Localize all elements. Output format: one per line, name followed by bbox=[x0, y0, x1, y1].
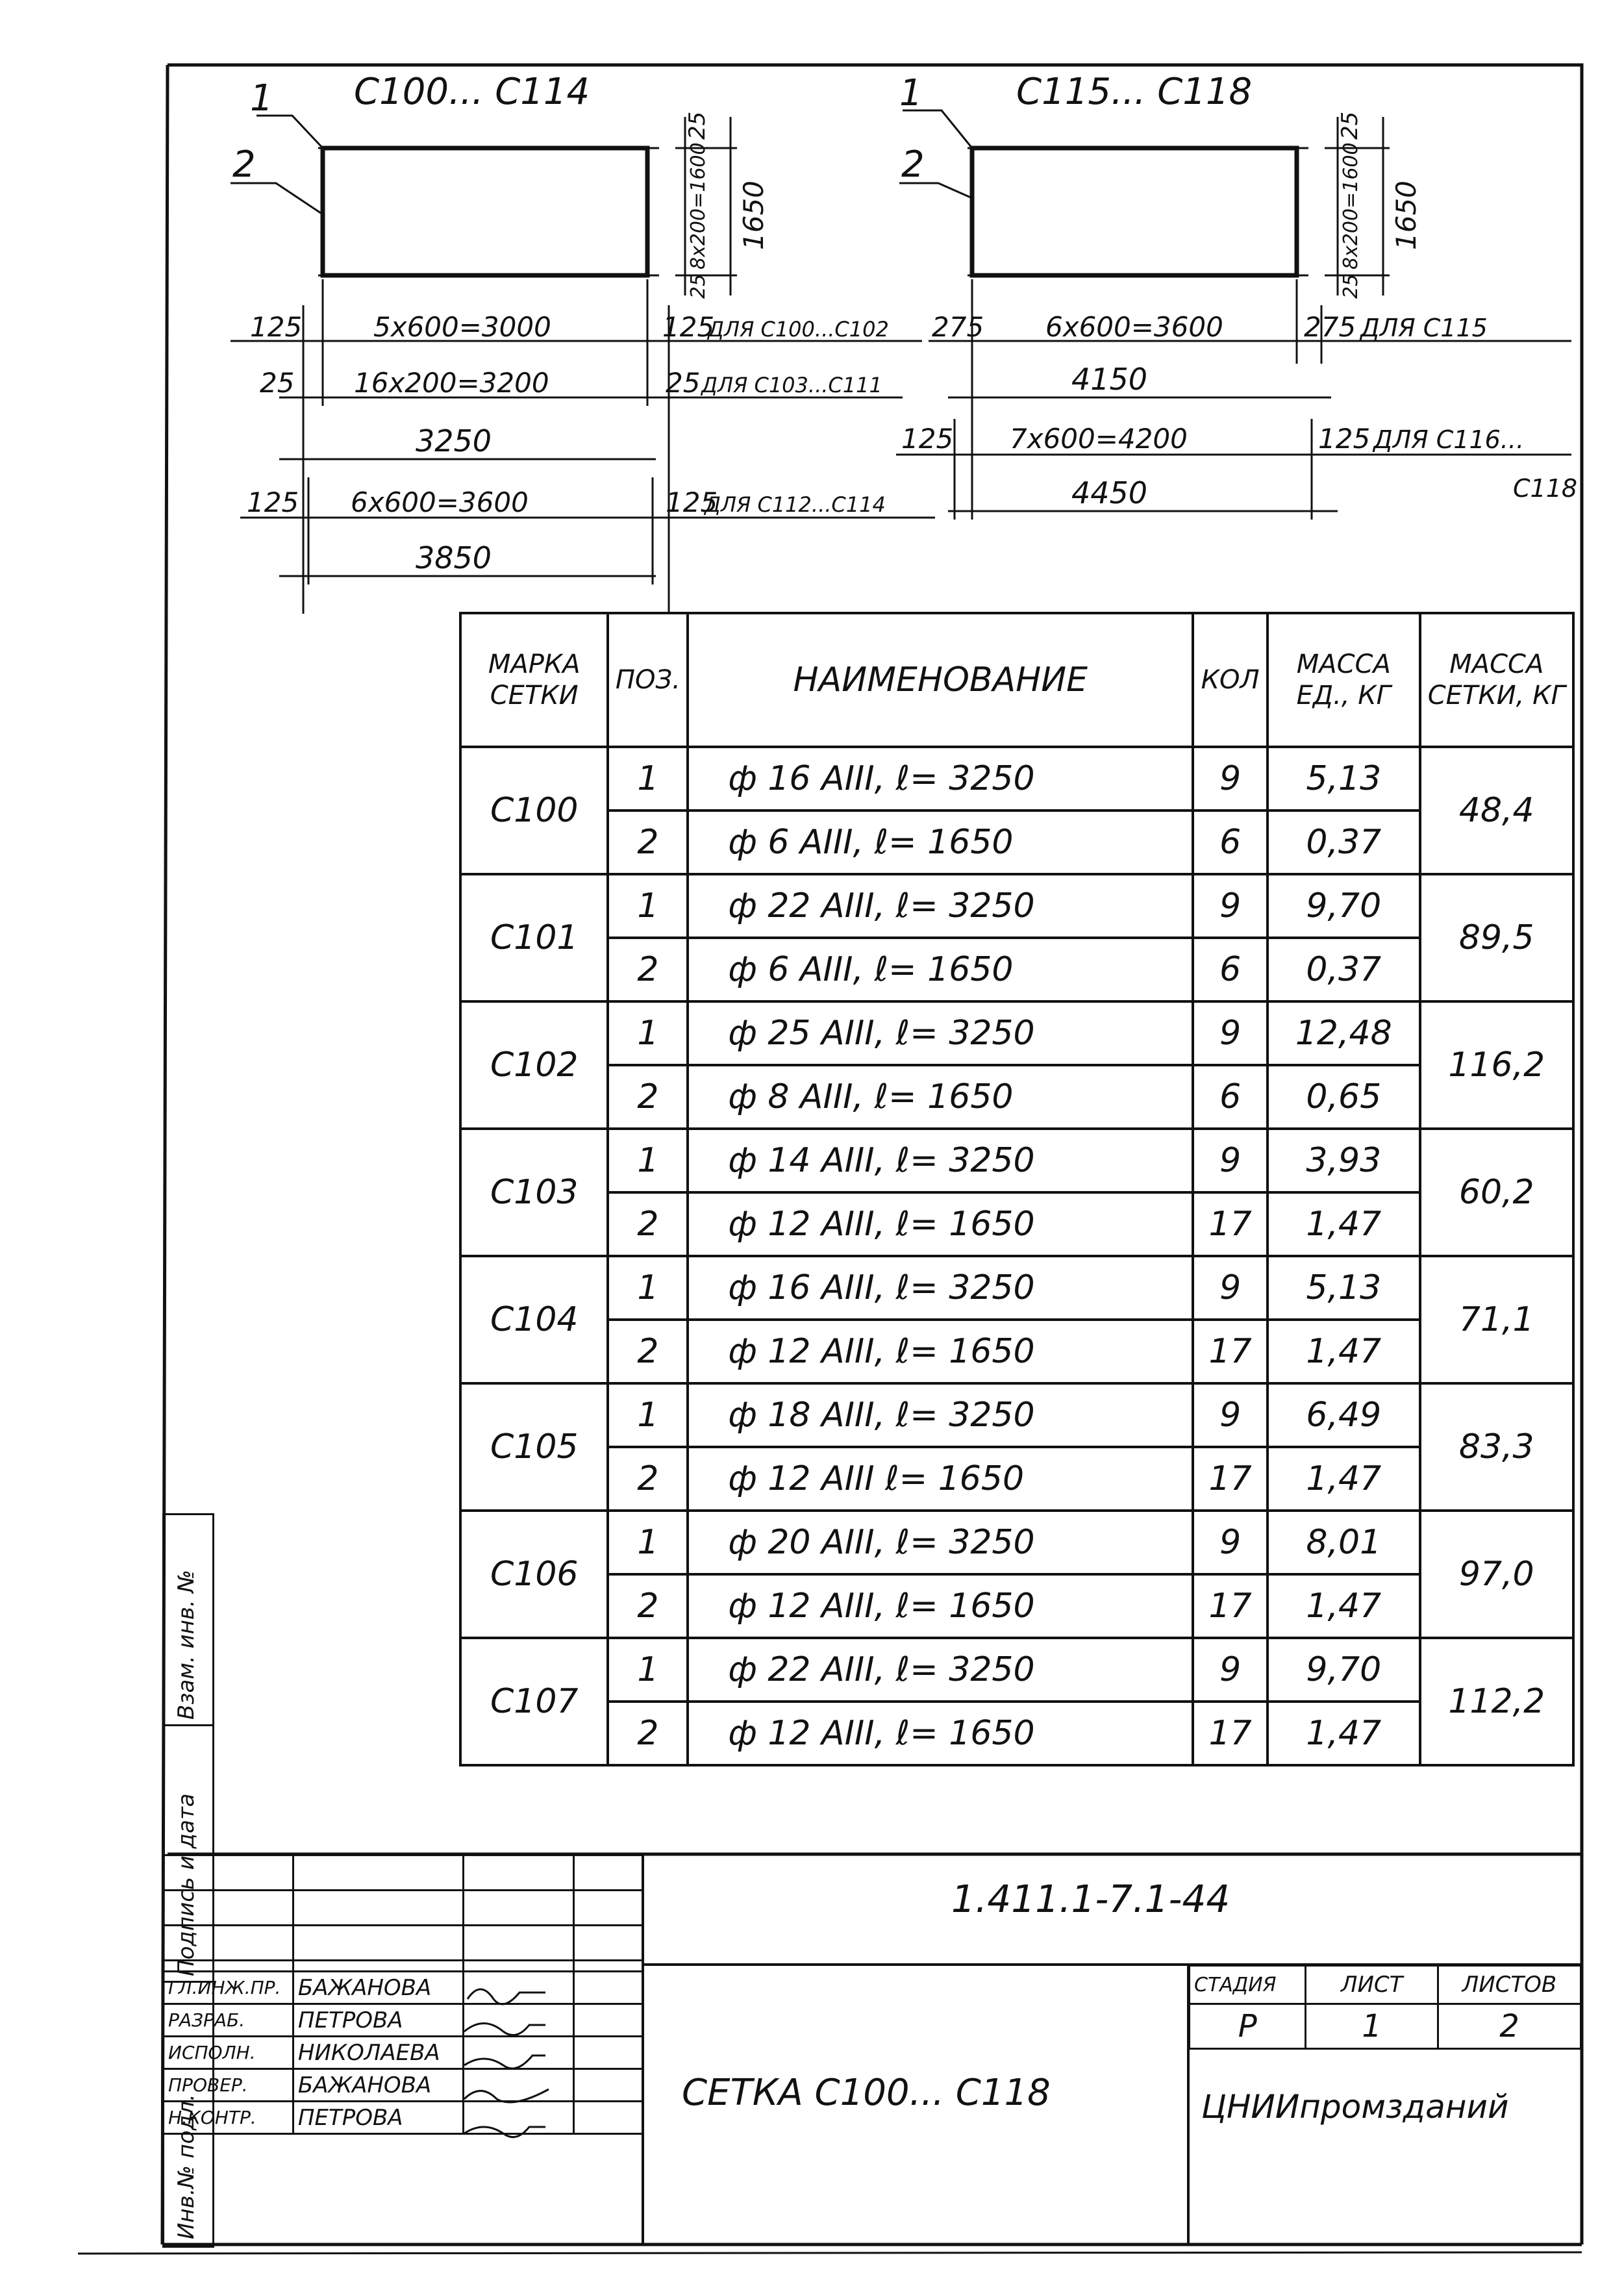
mesh-mark: С102 bbox=[460, 1001, 608, 1129]
mesh-mark: С101 bbox=[460, 874, 608, 1001]
unit-mass: 0,65 bbox=[1268, 1065, 1419, 1129]
position-number: 2 bbox=[608, 1320, 688, 1383]
position-number: 1 bbox=[608, 1256, 688, 1320]
bar-quantity: 6 bbox=[1193, 811, 1268, 874]
signer-row bbox=[164, 2004, 643, 2037]
svg-text:6х600=3600: 6х600=3600 bbox=[1045, 311, 1223, 343]
spec-row bbox=[460, 1702, 1573, 1765]
mesh-mark: С105 bbox=[460, 1383, 608, 1511]
right-callout-2: 2 bbox=[901, 144, 925, 186]
left-mesh-drawing bbox=[231, 116, 935, 614]
svg-text:ДЛЯ С100...С102: ДЛЯ С100...С102 bbox=[708, 317, 889, 342]
right-dim-row-2: 4150 bbox=[1071, 362, 1148, 397]
title-block-blank-row bbox=[164, 1891, 643, 1926]
signer-role: Н.КОНТР. bbox=[164, 2102, 294, 2134]
bar-quantity: 9 bbox=[1193, 1638, 1268, 1702]
stage-value: Р bbox=[1190, 2004, 1306, 2049]
svg-text:4450: 4450 bbox=[1071, 475, 1148, 510]
sheet-title: СЕТКА С100... С118 bbox=[682, 2072, 1051, 2114]
unit-mass: 0,37 bbox=[1268, 938, 1419, 1001]
sheets-value: 2 bbox=[1438, 2004, 1580, 2049]
signer-role: ИСПОЛН. bbox=[164, 2037, 294, 2069]
bar-description: ф 18 АIII, ℓ= 3250 bbox=[688, 1383, 1193, 1447]
spec-row bbox=[460, 1383, 1573, 1447]
bar-quantity: 17 bbox=[1193, 1574, 1268, 1638]
position-number: 1 bbox=[608, 1638, 688, 1702]
signature-cell bbox=[463, 2037, 573, 2069]
position-number: 1 bbox=[608, 1001, 688, 1065]
bar-quantity: 17 bbox=[1193, 1192, 1268, 1256]
bar-quantity: 6 bbox=[1193, 1065, 1268, 1129]
date-cell bbox=[573, 2037, 643, 2069]
right-vdim-top: 25 bbox=[1337, 111, 1363, 140]
left-callout-1: 1 bbox=[250, 77, 273, 119]
side-stamp-inv: Инв.№ подл. bbox=[162, 1981, 214, 2248]
bar-description: ф 25 АIII, ℓ= 3250 bbox=[688, 1001, 1193, 1065]
sheets-label: ЛИСТОВ bbox=[1438, 1966, 1580, 2004]
unit-mass: 9,70 bbox=[1268, 1638, 1419, 1702]
bar-quantity: 17 bbox=[1193, 1702, 1268, 1765]
position-number: 2 bbox=[608, 938, 688, 1001]
unit-mass: 3,93 bbox=[1268, 1129, 1419, 1192]
signature-cell bbox=[463, 2102, 573, 2134]
signer-name: НИКОЛАЕВА bbox=[293, 2037, 463, 2069]
mesh-mass: 112,2 bbox=[1420, 1638, 1573, 1765]
svg-text:5х600=3000: 5х600=3000 bbox=[373, 311, 551, 343]
svg-text:ДЛЯ С115: ДЛЯ С115 bbox=[1360, 314, 1488, 342]
signer-row bbox=[164, 2069, 643, 2102]
bar-description: ф 16 АIII, ℓ= 3250 bbox=[688, 1256, 1193, 1320]
svg-text:ДЛЯ С103...С111: ДЛЯ С103...С111 bbox=[701, 373, 882, 397]
left-vdim-inner: 8x200=1600 bbox=[687, 142, 710, 270]
mesh-mark: С107 bbox=[460, 1638, 608, 1765]
stage-table bbox=[1188, 1965, 1582, 2050]
svg-text:275: 275 bbox=[1304, 311, 1356, 343]
bar-quantity: 9 bbox=[1193, 874, 1268, 938]
signer-name: БАЖАНОВА bbox=[293, 1972, 463, 2004]
position-number: 1 bbox=[608, 1129, 688, 1192]
bar-description: ф 16 АIII, ℓ= 3250 bbox=[688, 747, 1193, 811]
bar-description: ф 22 АIII, ℓ= 3250 bbox=[688, 874, 1193, 938]
bar-quantity: 9 bbox=[1193, 1511, 1268, 1574]
unit-mass: 9,70 bbox=[1268, 874, 1419, 938]
unit-mass: 12,48 bbox=[1268, 1001, 1419, 1065]
bar-description: ф 12 АIII ℓ= 1650 bbox=[688, 1447, 1193, 1511]
date-cell bbox=[573, 1972, 643, 2004]
position-number: 2 bbox=[608, 1702, 688, 1765]
bar-quantity: 9 bbox=[1193, 1001, 1268, 1065]
bar-quantity: 9 bbox=[1193, 1256, 1268, 1320]
svg-text:16х200=3200: 16х200=3200 bbox=[354, 367, 549, 399]
organization: ЦНИИпромзданий bbox=[1201, 2088, 1509, 2126]
mesh-mass: 48,4 bbox=[1420, 747, 1573, 874]
spec-row bbox=[460, 747, 1573, 811]
left-vdim-top: 25 bbox=[684, 111, 710, 140]
position-number: 1 bbox=[608, 747, 688, 811]
sheet-value: 1 bbox=[1306, 2004, 1438, 2049]
mesh-mass: 97,0 bbox=[1420, 1511, 1573, 1638]
right-vdim-total: 1650 bbox=[1390, 181, 1422, 250]
date-cell bbox=[573, 2069, 643, 2102]
svg-text:275: 275 bbox=[932, 311, 984, 343]
header-mesh-mass: МАССА СЕТКИ, КГ bbox=[1420, 613, 1573, 747]
bar-description: ф 12 АIII, ℓ= 1650 bbox=[688, 1702, 1193, 1765]
stage-label: СТАДИЯ bbox=[1190, 1966, 1306, 2004]
unit-mass: 6,49 bbox=[1268, 1383, 1419, 1447]
mesh-mass: 60,2 bbox=[1420, 1129, 1573, 1256]
svg-text:125: 125 bbox=[1318, 423, 1371, 455]
signer-name: БАЖАНОВА bbox=[293, 2069, 463, 2102]
left-vdim-bottom: 25 bbox=[687, 273, 710, 299]
bar-quantity: 17 bbox=[1193, 1320, 1268, 1383]
unit-mass: 5,13 bbox=[1268, 1256, 1419, 1320]
bar-quantity: 6 bbox=[1193, 938, 1268, 1001]
doc-code: 1.411.1-7.1-44 bbox=[951, 1877, 1230, 1921]
left-dim-row-4 bbox=[247, 486, 886, 518]
mesh-mark: С100 bbox=[460, 747, 608, 874]
spec-row bbox=[460, 1065, 1573, 1129]
bar-description: ф 12 АIII, ℓ= 1650 bbox=[688, 1320, 1193, 1383]
title-block-spacer bbox=[164, 1961, 643, 1972]
svg-text:С118: С118 bbox=[1513, 474, 1578, 503]
bar-description: ф 6 АIII, ℓ= 1650 bbox=[688, 938, 1193, 1001]
svg-text:125: 125 bbox=[901, 423, 954, 455]
unit-mass: 5,13 bbox=[1268, 747, 1419, 811]
header-unit-mass: МАССА ЕД., КГ bbox=[1268, 613, 1419, 747]
header-mark: МАРКА СЕТКИ bbox=[460, 613, 608, 747]
bar-description: ф 12 АIII, ℓ= 1650 bbox=[688, 1192, 1193, 1256]
signature-cell bbox=[463, 2069, 573, 2102]
right-dim-row-3 bbox=[901, 423, 1524, 455]
side-stamp-sign: Подпись и дата bbox=[162, 1724, 214, 1983]
mesh-mass: 116,2 bbox=[1420, 1001, 1573, 1129]
frame-bottom-outer bbox=[78, 2252, 1582, 2254]
bar-description: ф 20 АIII, ℓ= 3250 bbox=[688, 1511, 1193, 1574]
header-pos: ПОЗ. bbox=[608, 613, 688, 747]
mesh-mark: С106 bbox=[460, 1511, 608, 1638]
sheet-label: ЛИСТ bbox=[1306, 1966, 1438, 2004]
signer-role: ГЛ.ИНЖ.ПР. bbox=[164, 1972, 294, 2004]
signer-row bbox=[164, 1972, 643, 2004]
spec-row bbox=[460, 1129, 1573, 1192]
signer-name: ПЕТРОВА bbox=[293, 2004, 463, 2037]
bar-description: ф 6 АIII, ℓ= 1650 bbox=[688, 811, 1193, 874]
svg-text:125: 125 bbox=[662, 311, 715, 343]
signature-cell bbox=[463, 2004, 573, 2037]
mesh-mass: 89,5 bbox=[1420, 874, 1573, 1001]
signer-name: ПЕТРОВА bbox=[293, 2102, 463, 2134]
svg-text:ДЛЯ С112...С114: ДЛЯ С112...С114 bbox=[705, 492, 886, 517]
position-number: 2 bbox=[608, 811, 688, 874]
position-number: 2 bbox=[608, 1574, 688, 1638]
side-stamp-replace: Взам. инв. № bbox=[162, 1513, 214, 1726]
right-title: С115... С118 bbox=[1016, 71, 1253, 113]
svg-text:125: 125 bbox=[666, 486, 718, 518]
unit-mass: 0,37 bbox=[1268, 811, 1419, 874]
unit-mass: 1,47 bbox=[1268, 1320, 1419, 1383]
unit-mass: 1,47 bbox=[1268, 1192, 1419, 1256]
position-number: 1 bbox=[608, 874, 688, 938]
bar-quantity: 9 bbox=[1193, 747, 1268, 811]
position-number: 1 bbox=[608, 1383, 688, 1447]
bar-quantity: 9 bbox=[1193, 1129, 1268, 1192]
left-title: С100... С114 bbox=[354, 71, 590, 113]
spec-row bbox=[460, 1447, 1573, 1511]
svg-text:25: 25 bbox=[260, 367, 295, 399]
spec-row bbox=[460, 1192, 1573, 1256]
left-dim-row-1 bbox=[250, 311, 889, 343]
title-block-blank-row bbox=[164, 1926, 643, 1961]
unit-mass: 8,01 bbox=[1268, 1511, 1419, 1574]
unit-mass: 1,47 bbox=[1268, 1447, 1419, 1511]
right-callout-1: 1 bbox=[899, 72, 923, 114]
signer-role: РАЗРАБ. bbox=[164, 2004, 294, 2037]
position-number: 1 bbox=[608, 1511, 688, 1574]
mesh-mass: 71,1 bbox=[1420, 1256, 1573, 1383]
unit-mass: 1,47 bbox=[1268, 1574, 1419, 1638]
svg-text:ДЛЯ С116...: ДЛЯ С116... bbox=[1373, 425, 1525, 454]
svg-text:6х600=3600: 6х600=3600 bbox=[351, 486, 529, 518]
unit-mass: 1,47 bbox=[1268, 1702, 1419, 1765]
svg-text:7х600=4200: 7х600=4200 bbox=[1010, 423, 1188, 455]
left-dim-row-3: 3250 bbox=[416, 423, 492, 459]
bar-description: ф 14 АIII, ℓ= 3250 bbox=[688, 1129, 1193, 1192]
right-dim-row-4 bbox=[1071, 474, 1577, 510]
spec-row bbox=[460, 938, 1573, 1001]
spec-row bbox=[460, 1320, 1573, 1383]
spec-row bbox=[460, 1511, 1573, 1574]
right-vdim-bottom: 25 bbox=[1340, 273, 1362, 299]
bar-description: ф 8 АIII, ℓ= 1650 bbox=[688, 1065, 1193, 1129]
header-name: НАИМЕНОВАНИЕ bbox=[688, 613, 1193, 747]
left-dim-row-2 bbox=[260, 367, 882, 399]
date-cell bbox=[573, 2004, 643, 2037]
spec-row bbox=[460, 1256, 1573, 1320]
right-dim-row-1 bbox=[932, 311, 1488, 343]
signers-table bbox=[162, 1854, 644, 2135]
bar-quantity: 9 bbox=[1193, 1383, 1268, 1447]
right-vdim-inner: 8х200=1600 bbox=[1340, 142, 1362, 270]
left-dim-row-5: 3850 bbox=[416, 540, 492, 575]
position-number: 2 bbox=[608, 1447, 688, 1511]
signer-row bbox=[164, 2037, 643, 2069]
spec-table bbox=[459, 612, 1575, 1766]
position-number: 2 bbox=[608, 1065, 688, 1129]
bar-quantity: 17 bbox=[1193, 1447, 1268, 1511]
spec-row bbox=[460, 1638, 1573, 1702]
position-number: 2 bbox=[608, 1192, 688, 1256]
svg-text:125: 125 bbox=[250, 311, 303, 343]
signer-row bbox=[164, 2102, 643, 2134]
mesh-mark: С103 bbox=[460, 1129, 608, 1256]
title-block-blank-row bbox=[164, 1855, 643, 1891]
svg-text:125: 125 bbox=[247, 486, 299, 518]
mesh-mark: С104 bbox=[460, 1256, 608, 1383]
signature-cell bbox=[463, 1972, 573, 2004]
mesh-mass: 83,3 bbox=[1420, 1383, 1573, 1511]
left-callout-2: 2 bbox=[232, 144, 256, 186]
date-cell bbox=[573, 2102, 643, 2134]
header-qty: КОЛ bbox=[1193, 613, 1268, 747]
svg-text:25: 25 bbox=[666, 367, 701, 399]
left-vdim-total: 1650 bbox=[738, 181, 769, 250]
spec-row bbox=[460, 1574, 1573, 1638]
bar-description: ф 22 АIII, ℓ= 3250 bbox=[688, 1638, 1193, 1702]
spec-row bbox=[460, 1001, 1573, 1065]
signer-role: ПРОВЕР. bbox=[164, 2069, 294, 2102]
bar-description: ф 12 АIII, ℓ= 1650 bbox=[688, 1574, 1193, 1638]
spec-row bbox=[460, 811, 1573, 874]
spec-row bbox=[460, 874, 1573, 938]
